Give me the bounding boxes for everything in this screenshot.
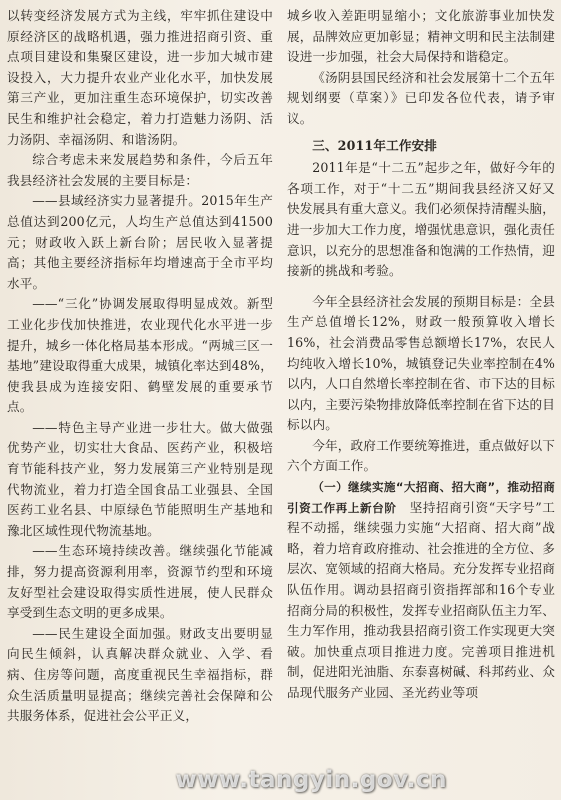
subsection-heading: （一）继续实施“大招商、招大商”，推动招商引资工作再上新台阶	[287, 480, 555, 515]
watermark	[0, 760, 561, 800]
paragraph: 《汤阴县国民经济和社会发展第十二个五年规划纲要（草案）》已印发各位代表，请予审议。	[287, 69, 555, 126]
paragraph: 今年全县经济社会发展的预期目标是：全县生产总值增长12%，财政一般预算收入增长16%，社会消费品零售总额增长17%，农民人均纯收入增长10%，城镇登记失业率控制在4%以内，人口自然增长率控制在省、市下达的目标以内，主要污染物排放降低率控制在省下达的目标以内。	[287, 293, 555, 433]
right-column	[287, 6, 555, 704]
watermark-url: www.tangyin.gov.cn	[175, 767, 447, 793]
goal-livelihood: ——民生建设全面加强。财政支出要明显向民生倾斜，认真解决群众就业、入学、看病、住房等问题，高度重视民生幸福指标，群众生活质量明显提高；继续完善社会保障和公共服务体系，促进社会公平正义，	[7, 625, 273, 724]
left-column	[7, 6, 273, 727]
paragraph: 2011年是“十二五”起步之年，做好今年的各项工作，对于“十二五”期间我县经济又好又快发展具有重大意义。我们必须保持清醒头脑，进一步加大工作力度，增强忧患意识，强化责任意识，以充分的思想准备和饱满的工作热情，迎接新的挑战和考验。	[287, 160, 555, 279]
paragraph: 以转变经济发展方式为主线，牢牢抓住建设中原经济区的战略机遇，强力推进招商引资、重点项目建设和集聚区建设，进一步加大城市建设投入，大力提升农业产业化水平，加快发展第三产业，更加注重生态环境保护，切实改善民生和维护社会稳定，着力打造魅力汤阴、活力汤阴、幸福汤阴、和谐汤阴。	[7, 8, 273, 147]
paragraph-text: 坚持招商引资“天字号”工程不动摇，继续强力实施“大招商、招大商”战略，着力培育政府推动、社会推进的全方位、多层次、宽领域的招商大格局。充分发挥专业招商队伍作用。调动县招商引资指挥部和16个专业招商分局的积极性，发挥专业招商队伍主力军、生力军作用，推动我县招商引资工作实现更大突破。加快重点项目推进力度。完善项目推进机制，促进阳光油脂、东泰喜树碱、科邦药业、众品现代服务产业园、圣光药业等项	[287, 499, 555, 700]
section-heading: 三、2011年工作安排	[312, 137, 438, 153]
goal-industry: ——特色主导产业进一步壮大。做大做强优势产业，切实壮大食品、医药产业，积极培育节能科技产业，努力发展第三产业特别是现代物流业，着力打造全国食品工业强县、全国医药工业名县、中原绿色节能照明生产基地和豫北区域性现代物流基地。	[7, 419, 273, 538]
goal-economy: ——县域经济实力显著提升。2015年生产总值达到200亿元，人均生产总值达到41500元；财政收入跃上新台阶；居民收入显著提高；其他主要经济指标年均增速高于全市平均水平。	[7, 193, 273, 291]
paragraph: 城乡收入差距明显缩小；文化旅游事业加快发展，品牌效应更加彰显；精神文明和民主法制建设进一步加强，社会大局保持和谐稳定。	[287, 8, 555, 65]
goal-three-modernizations: ——“三化”协调发展取得明显成效。新型工业化步伐加快推进，农业现代化水平进一步提升，城乡一体化格局基本形成。“两城三区一基地”建设取得重大成果，城镇化率达到48%，使我县成为连接安阳、鹤壁发展的重要承节点。	[7, 296, 273, 415]
paragraph	[287, 477, 555, 704]
goal-ecology: ——生态环境持续改善。继续强化节能减排，努力提高资源利用率，资源节约型和环境友好型社会建设取得实质性进展，使人民群众享受到生态文明的更多成果。	[7, 543, 273, 621]
paragraph: 今年，政府工作要统筹推进，重点做好以下六个方面工作。	[287, 437, 555, 474]
paragraph: 综合考虑未来发展趋势和条件，今后五年我县经济社会发展的主要目标是：	[7, 152, 273, 188]
